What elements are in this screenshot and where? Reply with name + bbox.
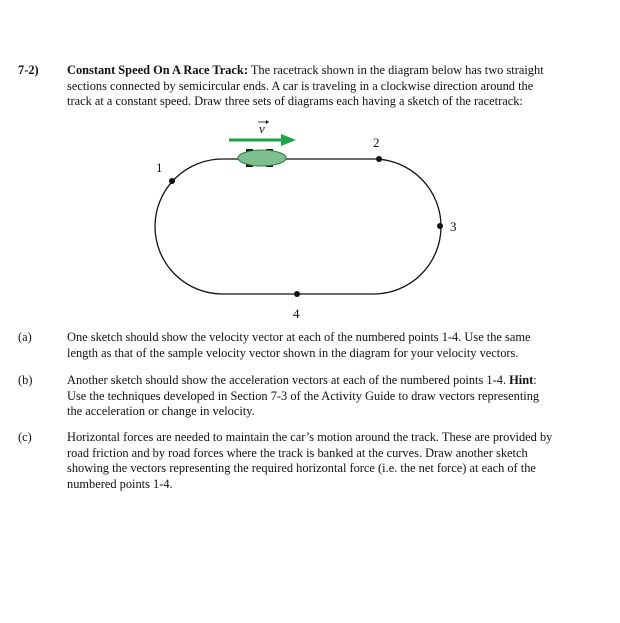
part-line: Use the techniques developed in Section 7-3 of the Activity Guide to draw vectors representing [67,388,540,403]
point-1-label: 1 [156,160,163,175]
part-label: (b) [18,373,33,387]
vector-overarrow-head [266,120,269,124]
part-line: One sketch should show the velocity vector at each of the numbered points 1-4. Use the same [67,330,531,344]
point-4-label: 4 [293,306,300,321]
problem-number: 7-2) [18,63,39,77]
part-line: showing the vectors representing the required horizontal force (i.e. the net force) at each of the [67,461,536,476]
point-4-dot [294,291,300,297]
statement-line: track at a constant speed. Draw three sets of diagrams each having a sketch of the racetrack: [67,94,523,109]
part-line: the acceleration or change in velocity. [67,404,255,419]
part-line: Another sketch should show the acceleration vectors at each of the numbered points 1-4. [67,373,510,387]
point-1-dot [169,178,175,184]
hint-label: Hint [509,373,534,387]
part-line: road friction and by road forces where the track is banked at the curves. Draw another sketch [67,445,528,460]
part-line: length as that of the sample velocity vector shown in the diagram for your velocity vectors. [67,345,519,360]
part-line: Horizontal forces are needed to maintain the car’s motion around the track. These are provided by [67,430,553,444]
velocity-label: v [259,121,265,136]
racetrack [155,159,441,294]
point-3-dot [437,223,443,229]
part-line: numbered points 1-4. [67,476,173,491]
velocity-arrowhead [281,134,296,146]
statement-line: The racetrack shown in the diagram below has two straight [247,63,544,77]
car [238,149,286,167]
point-3-label: 3 [450,219,457,234]
problem-title: Constant Speed On A Race Track: [67,63,248,77]
point-2-label: 2 [373,135,380,150]
hint-colon: : [533,373,537,387]
point-2-dot [376,156,382,162]
statement-line: sections connected by semicircular ends. A car is traveling in a clockwise direction around the [67,78,534,93]
part-label: (c) [18,430,32,444]
part-label: (a) [18,330,32,344]
